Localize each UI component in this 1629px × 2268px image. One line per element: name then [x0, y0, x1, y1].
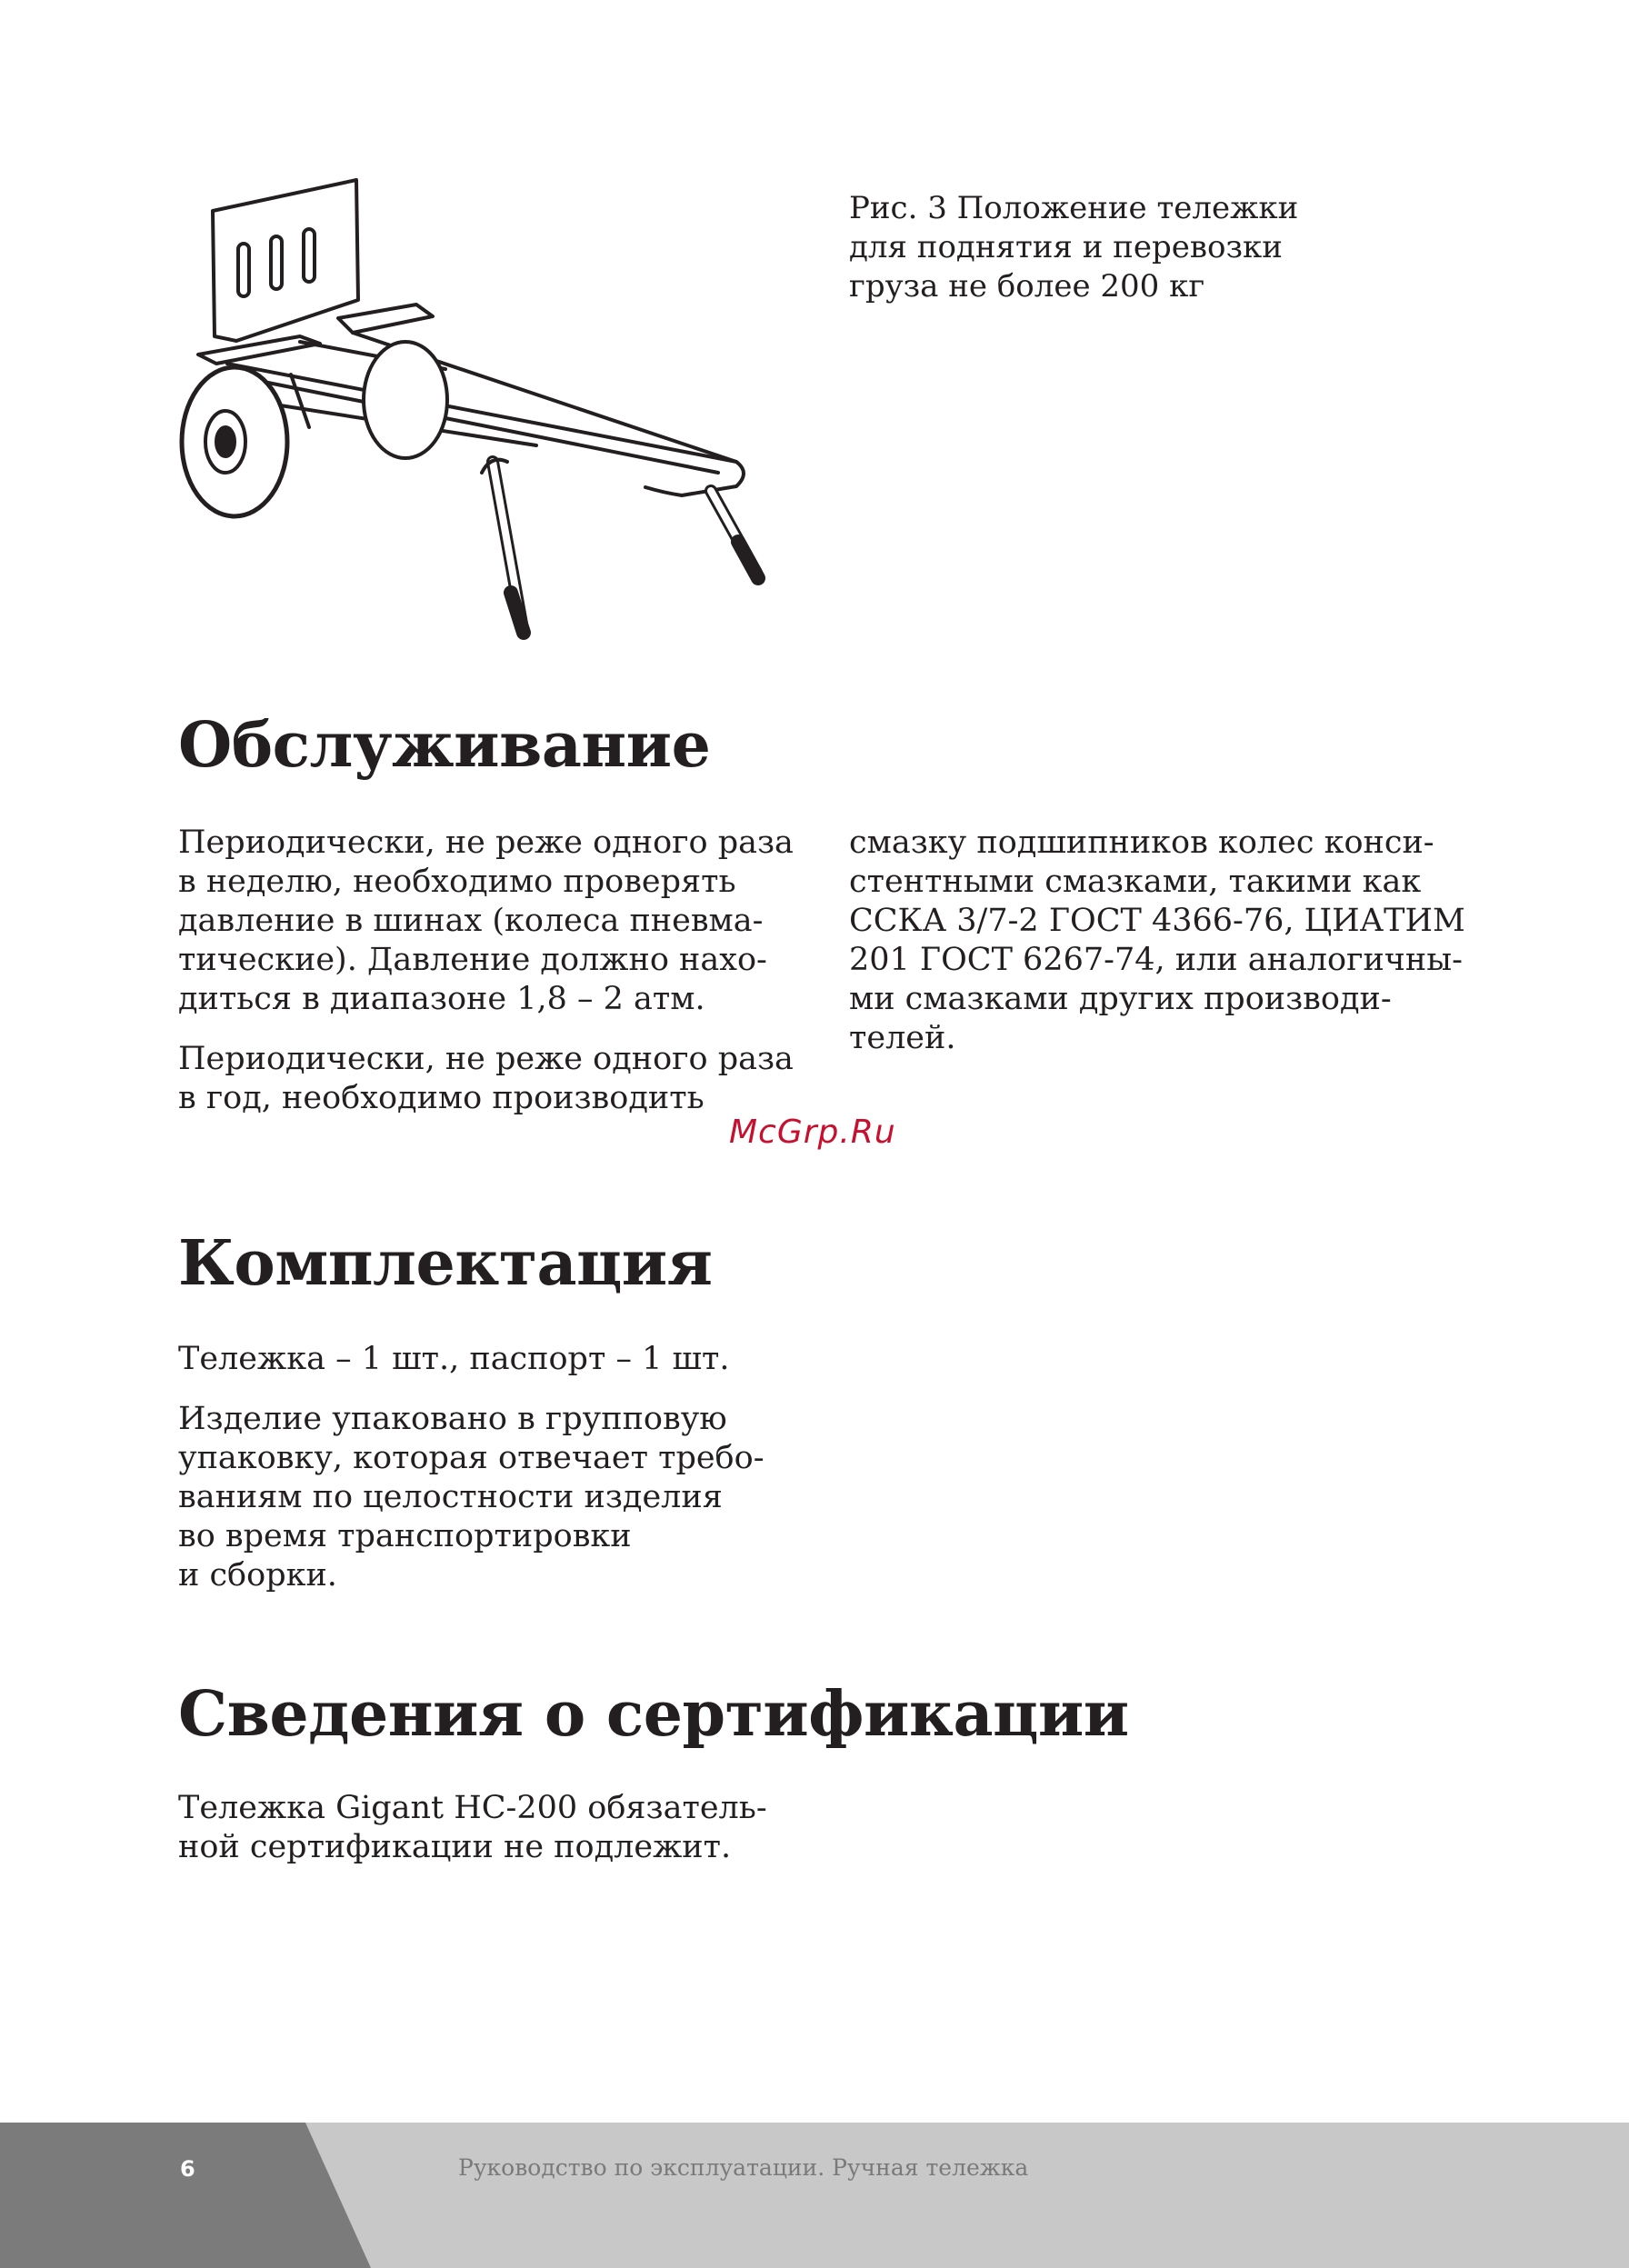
certification-heading: Сведения о сертификации	[178, 1678, 1129, 1751]
figure-caption: Рис. 3 Положение тележки для поднятия и перевозки груза не более 200 кг	[849, 190, 1299, 305]
package-paragraph-2: Изделие упаковано в групповую упаковку, которая отвечает требо- ваниям по целостности изделия во время транспортировки и сборки.	[178, 1401, 765, 1594]
maintenance-paragraph-1: Периодически, не реже одного раза в неделю, необходимо проверять давление в шинах (колеса пневма- тические). Давление должно нахо- диться в диапазоне 1,8 – 2 атм.	[178, 824, 794, 1017]
package-paragraph-1: Тележка – 1 шт., паспорт – 1 шт.	[178, 1341, 730, 1377]
package-heading: Комплектация	[178, 1227, 713, 1300]
maintenance-paragraph-3: смазку подшипников колес конси- стентными смазками, такими как ССКА 3/7-2 ГОСТ 4366-76, ЦИАТИМ 201 ГОСТ 6267-74, или аналогичны- ми смазками других производи- телей.	[849, 824, 1465, 1056]
maintenance-paragraph-2: Периодически, не реже одного раза в год, необходимо производить	[178, 1041, 794, 1116]
watermark: McGrp.Ru	[729, 1114, 896, 1151]
page-number: 6	[180, 2156, 195, 2182]
hand-truck-illustration	[173, 173, 791, 645]
footer-bar	[0, 2123, 1629, 2268]
maintenance-heading: Обслуживание	[178, 709, 711, 782]
footer-title: Руководство по эксплуатации. Ручная тележка	[458, 2154, 1029, 2181]
certification-paragraph: Тележка Gigant HC-200 обязатель- ной сертификации не подлежит.	[178, 1790, 767, 1865]
